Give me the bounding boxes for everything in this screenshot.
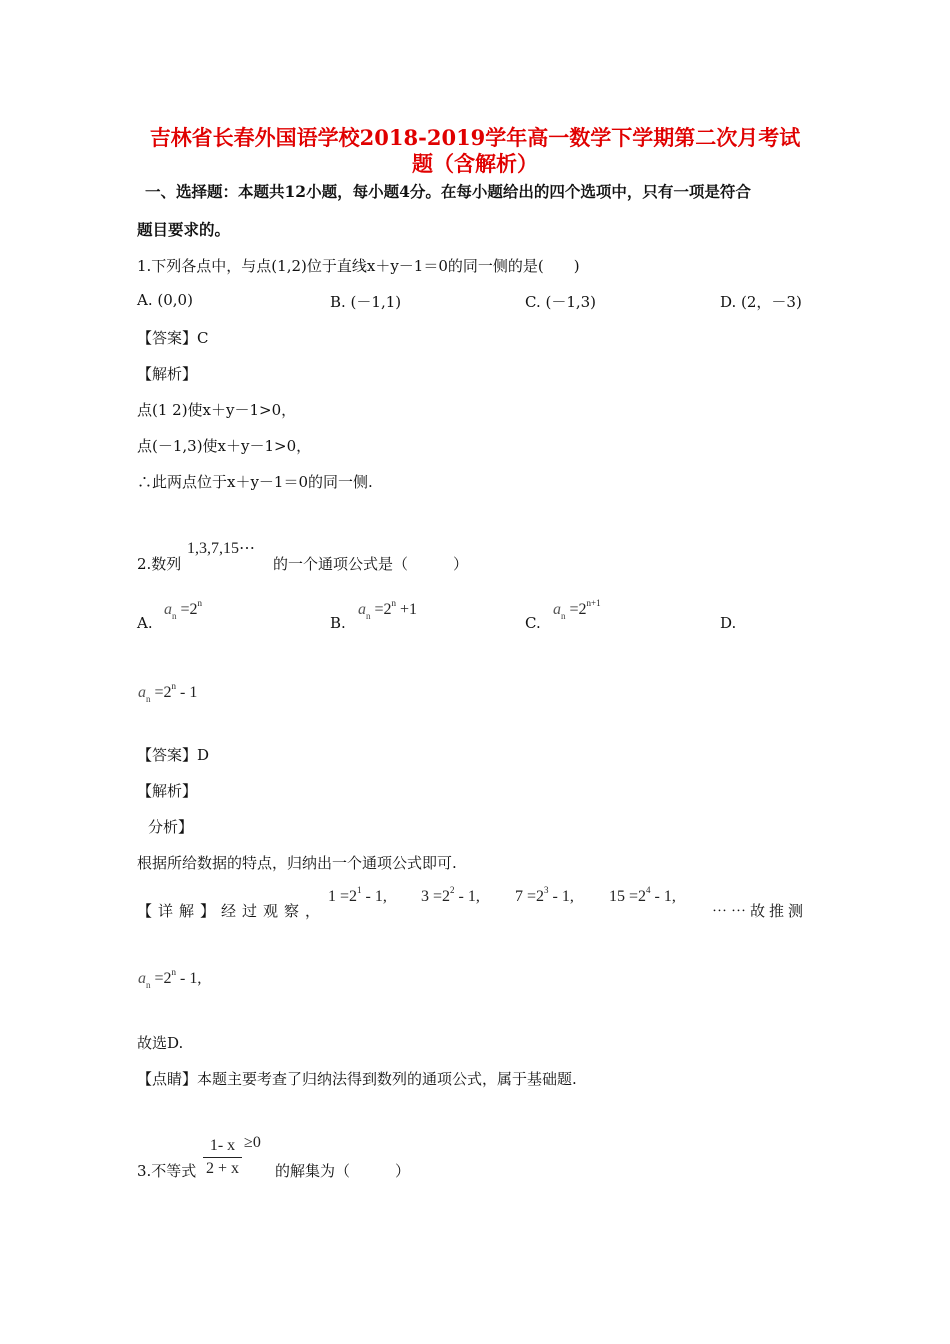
- formula-eq: =2: [374, 601, 392, 618]
- q1-analysis-line-3: ∴此两点位于x＋y－1＝0的同一侧.: [137, 473, 373, 491]
- doc-title-line-1: 吉林省长春外国语学校2018-2019学年高一数学下学期第二次月考试: [149, 125, 801, 150]
- q2-analysis-label: 【解析】: [137, 782, 198, 800]
- q3-fraction: [203, 1137, 242, 1178]
- term-exponent: 3: [544, 885, 549, 895]
- q2-detail-term-4: $15 =2^4 - 1$,: [609, 885, 676, 905]
- formula-minus-one: - 1: [365, 888, 383, 905]
- q3-numerator: 1- x: [203, 1137, 242, 1158]
- q2-detail-term-3: $7 =2^3 - 1$,: [515, 885, 574, 905]
- term-exponent: 4: [646, 885, 651, 895]
- formula-exponent: n+1: [586, 598, 601, 608]
- q3-denominator: 2 + x: [206, 1159, 240, 1177]
- q3-stem-prefix: 3.不等式: [137, 1162, 197, 1180]
- formula-eq: =2: [180, 601, 198, 618]
- q2-detail-suffix: ⋯⋯故推测: [712, 902, 808, 920]
- formula-exponent: n: [391, 598, 397, 608]
- q1-answer: 【答案】C: [137, 329, 209, 347]
- q2-answer: 【答案】D: [137, 746, 210, 764]
- formula-subscript: n: [146, 980, 151, 990]
- formula-a-symbol: a: [138, 684, 146, 701]
- q3-relation: ≥0: [244, 1134, 261, 1151]
- formula-eq: =2: [629, 888, 647, 905]
- section-header-line-1: 一、选择题：本题共12小题，每小题4分。在每小题给出的四个选项中，只有一项是符合: [145, 182, 751, 201]
- q2-detail-label: 【详解】经过观察，: [137, 902, 327, 920]
- q1-option-a: A. (0,0): [137, 291, 193, 309]
- formula-a-symbol: a: [138, 970, 146, 987]
- formula-eq: =2: [154, 970, 172, 987]
- q1-analysis-line-1: 点(1 2)使x＋y－1>0，: [137, 401, 297, 419]
- q2-stem-suffix: 的一个通项公式是（ ）: [273, 555, 469, 573]
- q2-sequence: 1,3,7,15⋯: [187, 540, 255, 557]
- formula-subscript: n: [172, 611, 177, 621]
- formula-subscript: n: [146, 694, 151, 704]
- term-exponent: 2: [450, 885, 455, 895]
- q2-option-b-formula: [358, 598, 418, 621]
- formula-minus-one: - 1: [180, 970, 198, 987]
- q2-detail-term-2: $3 =2^2 - 1$,: [421, 885, 480, 905]
- q2-option-c-formula: [553, 598, 601, 621]
- formula-exponent: n: [171, 967, 177, 977]
- term-exponent: 1: [357, 885, 362, 895]
- q2-option-a-letter: A.: [137, 614, 153, 632]
- formula-minus-one: - 1: [654, 888, 672, 905]
- formula-a-symbol: a: [553, 601, 561, 618]
- q1-option-d: D. (2，－3): [720, 293, 802, 311]
- formula-minus-one: - 1: [552, 888, 570, 905]
- q1-analysis-label: 【解析】: [137, 365, 198, 383]
- formula-subscript: n: [561, 611, 566, 621]
- formula-a-symbol: a: [164, 601, 172, 618]
- formula-eq: =2: [340, 888, 358, 905]
- formula-minus-one: - 1: [180, 684, 198, 701]
- term-lhs: 7: [515, 888, 523, 905]
- q2-guxuan: 故选D.: [137, 1034, 184, 1052]
- formula-subscript: n: [366, 611, 371, 621]
- q2-option-b-letter: B.: [330, 614, 346, 632]
- q2-option-d-letter: D.: [720, 614, 737, 632]
- formula-eq: =2: [527, 888, 545, 905]
- q2-conclusion-formula: $a_n =2^n - 1$,: [138, 967, 202, 990]
- formula-minus-one: - 1: [458, 888, 476, 905]
- formula-plus-one: +1: [400, 601, 418, 618]
- q2-fenxi-text: 根据所给数据的特点，归纳出一个通项公式即可.: [137, 854, 457, 872]
- formula-a-symbol: a: [358, 601, 366, 618]
- term-lhs: 15: [609, 888, 625, 905]
- q1-option-c: C. (－1,3): [525, 293, 597, 311]
- q2-stem-prefix: 2.数列: [137, 555, 182, 573]
- q1-stem: 1.下列各点中，与点(1,2)位于直线x＋y－1＝0的同一侧的是( ): [137, 257, 580, 275]
- term-lhs: 1: [328, 888, 336, 905]
- q2-option-a-formula: [164, 598, 203, 621]
- q2-fenxi-label: 分析】: [148, 818, 194, 836]
- q2-option-d-formula: [138, 681, 198, 704]
- formula-exponent: n: [197, 598, 203, 608]
- q2-dianjing: 【点睛】本题主要考查了归纳法得到数列的通项公式，属于基础题.: [137, 1070, 577, 1088]
- q2-detail-term-1: $1 =2^1 - 1$,: [328, 885, 387, 905]
- formula-eq: =2: [433, 888, 451, 905]
- q3-inequality: [203, 1134, 261, 1178]
- q2-option-c-letter: C.: [525, 614, 541, 632]
- term-lhs: 3: [421, 888, 429, 905]
- q1-option-b: B. (－1,1): [330, 293, 402, 311]
- formula-eq: =2: [569, 601, 587, 618]
- section-header-line-2: 题目要求的。: [137, 220, 231, 239]
- doc-title-line-2: 题（含解析）: [412, 151, 538, 176]
- q1-analysis-line-2: 点(－1,3)使x＋y－1>0，: [137, 437, 312, 455]
- formula-eq: =2: [154, 684, 172, 701]
- q3-stem-suffix: 的解集为（ ）: [275, 1162, 411, 1180]
- formula-exponent: n: [171, 681, 177, 691]
